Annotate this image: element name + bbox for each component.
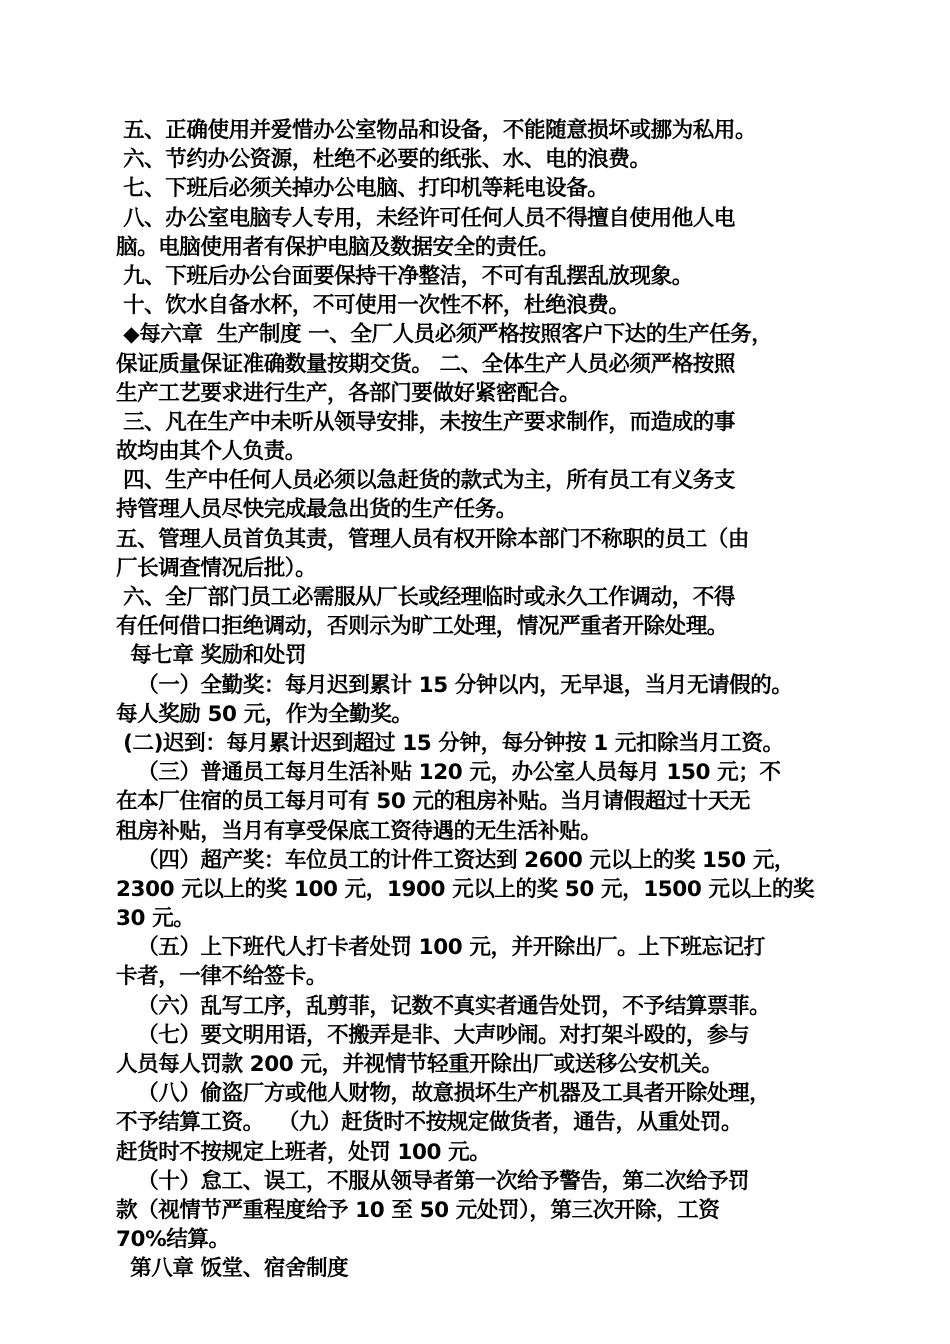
text-line: (二)迟到：每月累计迟到超过 15 分钟，每分钟按 1 元扣除当月工资。 xyxy=(116,730,784,756)
text-line: 三、凡在生产中未听从领导安排，未按生产要求制作，而造成的事 xyxy=(116,409,735,435)
text-line: （六）乱写工序，乱剪菲，记数不真实者通告处罚，不予结算票菲。 xyxy=(116,993,771,1019)
text-line: 九、下班后办公台面要保持干净整洁，不可有乱摆乱放现象。 xyxy=(116,263,693,289)
text-line: 故均由其个人负责。 xyxy=(116,439,306,465)
text-line: 厂长调查情况后批）。 xyxy=(116,555,317,581)
text-line: 八、办公室电脑专人专用，未经许可任何人员不得擅自使用他人电 xyxy=(116,205,735,231)
text-line: 七、下班后必须关掉办公电脑、打印机等耗电设备。 xyxy=(116,176,609,202)
chapter-heading-canteen-dorm: 第八章 饭堂、宿舍制度 xyxy=(116,1256,349,1282)
text-line: 保证质量保证准确数量按期交货。 二、全体生产人员必须严格按照 xyxy=(116,351,735,377)
text-line: 人员每人罚款 200 元，并视情节轻重开除出厂或送移公安机关。 xyxy=(116,1052,723,1077)
text-line: 款（视情节严重程度给予 10 至 50 元处罚），第三次开除，工资 xyxy=(116,1197,720,1223)
text-line: 在本厂住宿的员工每月可有 50 元的租房补贴。当月请假超过十天无 xyxy=(116,789,751,815)
text-line: 四、生产中任何人员必须以急赶货的款式为主，所有员工有义务支 xyxy=(116,468,735,494)
text-line: 五、管理人员首负其责，管理人员有权开除本部门不称职的员工（由 xyxy=(116,526,750,552)
text-line: 租房补贴，当月有享受保底工资待遇的无生活补贴。 xyxy=(116,818,602,844)
text-line: 70%结算。 xyxy=(116,1227,230,1253)
text-line: （四）超产奖：车位员工的计件工资达到 2600 元以上的奖 150 元， xyxy=(116,847,796,873)
text-line: 六、全厂部门员工必需服从厂长或经理临时或永久工作调动，不得 xyxy=(116,585,735,610)
text-line: 十、饮水自备水杯，不可使用一次性不杯，杜绝浪费。 xyxy=(116,293,630,319)
text-line: （三）普通员工每月生活补贴 120 元，办公室人员每月 150 元；不 xyxy=(116,760,781,786)
text-line: （十）怠工、误工，不服从领导者第一次给予警告，第二次给予罚 xyxy=(116,1168,750,1194)
chapter-heading-rewards: 每七章 奖励和处罚 xyxy=(116,643,307,669)
text-line: 六、节约办公资源，杜绝不必要的纸张、水、电的浪费。 xyxy=(116,147,651,173)
text-line: 持管理人员尽快完成最急出货的生产任务。 xyxy=(116,497,517,523)
text-line: 脑。电脑使用者有保护电脑及数据安全的责任。 xyxy=(116,234,560,260)
document-body xyxy=(116,116,846,1284)
text-line: 赶货时不按规定上班者，处罚 100 元。 xyxy=(116,1139,491,1165)
text-line: 30 元。 xyxy=(116,906,195,932)
text-line: （八）偷盗厂方或他人财物，故意损坏生产机器及工具者开除处理， xyxy=(116,1081,771,1107)
text-line: 生产工艺要求进行生产，各部门要做好紧密配合。 xyxy=(116,380,581,406)
text-line: （五）上下班代人打卡者处罚 100 元，并开除出厂。上下班忘记打 xyxy=(116,935,765,961)
text-line: （七）要文明用语，不搬弄是非、大声吵闹。对打架斗殴的，参与 xyxy=(116,1022,750,1048)
text-line: 每人奖励 50 元，作为全勤奖。 xyxy=(116,701,413,727)
text-line: 有任何借口拒绝调动，否则示为旷工处理，情况严重者开除处理。 xyxy=(116,614,728,640)
text-line: 五、正确使用并爱惜办公室物品和设备，不能随意损坏或挪为私用。 xyxy=(116,118,757,143)
text-line: 卡者，一律不给签卡。 xyxy=(116,964,328,990)
text-line: 2300 元以上的奖 100 元，1900 元以上的奖 50 元，1500 元以上的奖 xyxy=(116,876,815,902)
chapter-heading-production: ◆每六章 生产制度 一、全厂人员必须严格按照客户下达的生产任务， xyxy=(116,322,773,348)
text-line: （一）全勤奖：每月迟到累计 15 分钟以内，无早退，当月无请假的。 xyxy=(116,672,793,698)
text-line: 不予结算工资。 （九）赶货时不按规定做货者，通告，从重处罚。 xyxy=(116,1110,743,1136)
